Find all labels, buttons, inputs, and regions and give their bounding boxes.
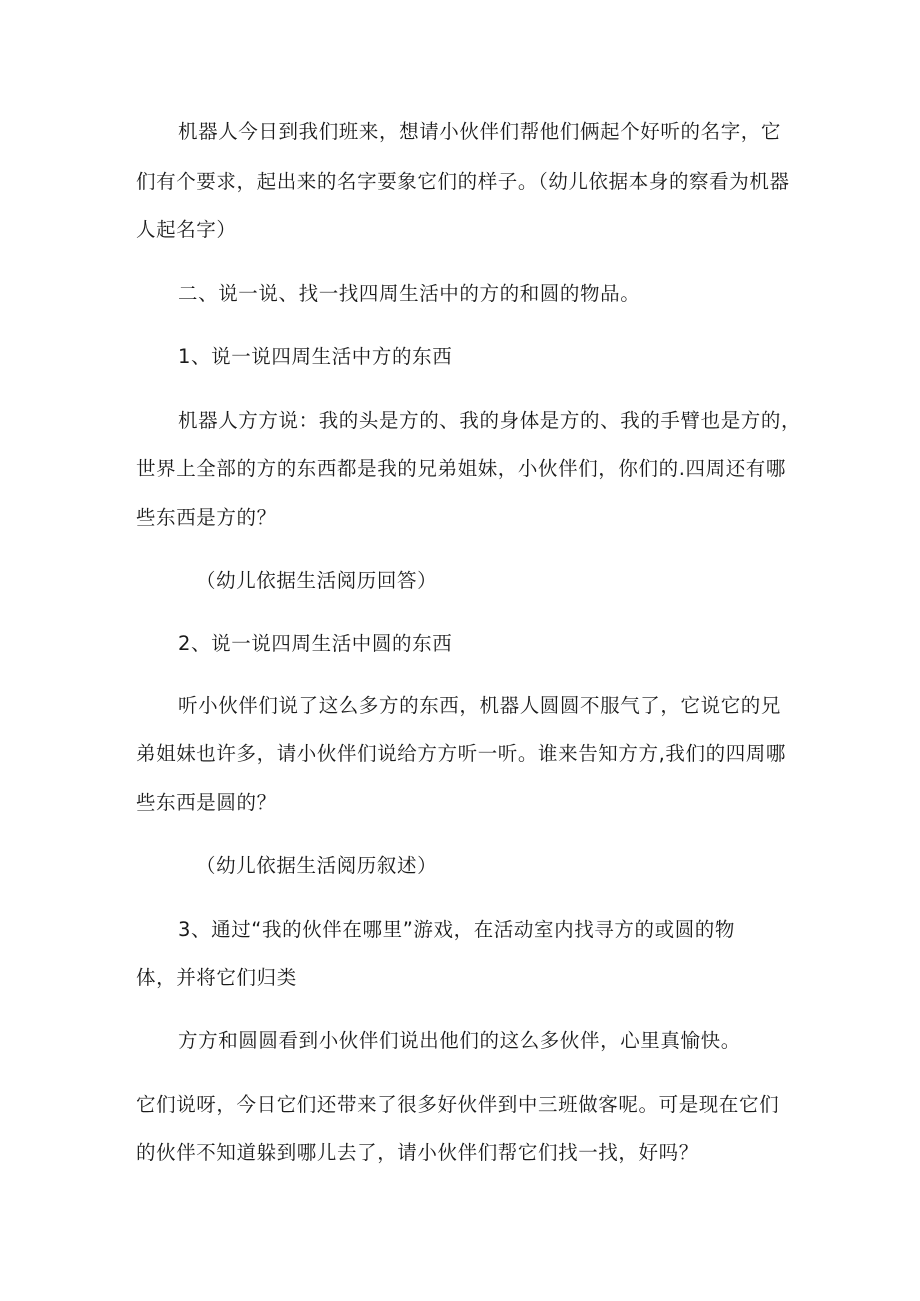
paragraph-line: 些东西是圆的？ [136, 791, 277, 814]
paragraph-line: 弟姐妹也许多，请小伙伴们说给方方听一听。谁来告知方方,我们的四周哪 [136, 742, 786, 765]
paragraph-line: 它们说呀，今日它们还带来了很多好伙伴到中三班做客呢。可是现在它们 [136, 1093, 780, 1116]
paragraph-line: 的伙伴不知道躲到哪儿去了，请小伙伴们帮它们找一找，好吗？ [136, 1141, 699, 1164]
paragraph-line: 世界上全部的方的东西都是我的兄弟姐妹，小伙伴们，你们的.四周还有哪 [136, 457, 786, 480]
subsection-heading-continuation: 体，并将它们归类 [136, 966, 297, 989]
paragraph-line: 方方和圆圆看到小伙伴们说出他们的这么多伙伴，心里真愉快。 [178, 1029, 741, 1052]
paragraph-line: 听小伙伴们说了这么多方的东西，机器人圆圆不服气了，它说它的兄 [178, 694, 782, 717]
section-heading: 二、说一说、找一找四周生活中的方的和圆的物品。 [178, 282, 641, 305]
paragraph-line: 人起名字） [136, 218, 237, 241]
subsection-heading: 1、说一说四周生活中方的东西 [178, 345, 453, 368]
paragraph-line: 们有个要求，起出来的名字要象它们的样子。（幼儿依据本身的察看为机器 [136, 170, 790, 193]
parenthetical-note: （幼儿依据生活阅历叙述） [196, 854, 438, 877]
subsection-heading: 3、通过“我的伙伴在哪里”游戏，在活动室内找寻方的或圆的物 [178, 918, 736, 941]
subsection-heading: 2、说一说四周生活中圆的东西 [178, 632, 453, 655]
parenthetical-note: （幼儿依据生活阅历回答） [196, 569, 438, 592]
paragraph-line: 机器人方方说：我的头是方的、我的身体是方的、我的手臂也是方的， [178, 409, 802, 432]
paragraph-line: 些东西是方的？ [136, 506, 277, 529]
paragraph-line: 机器人今日到我们班来，想请小伙伴们帮他们俩起个好听的名字，它 [178, 120, 782, 143]
